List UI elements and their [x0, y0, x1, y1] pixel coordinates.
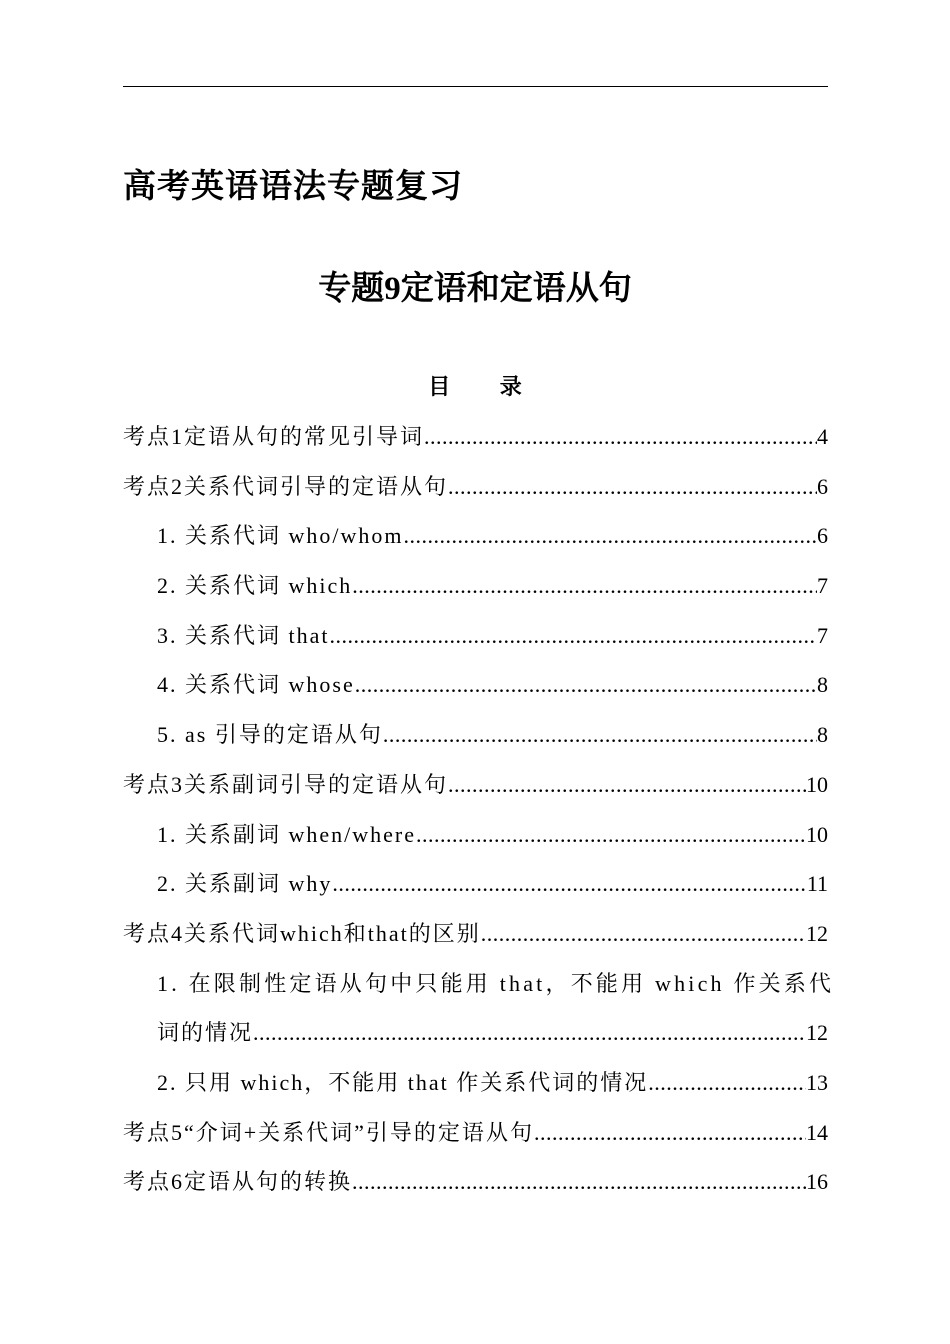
- toc-leader-dots: [424, 412, 817, 462]
- header-rule: [123, 86, 828, 87]
- toc-entry-label-line2: 词的情况: [157, 1020, 254, 1046]
- toc-entry-point-3[interactable]: [123, 760, 828, 810]
- toc-entry-label: 2. 只用 which，不能用 that 作关系代词的情况: [157, 1069, 649, 1095]
- toc-entry-label: 3. 关系代词 that: [157, 622, 330, 648]
- toc-page-number: 12: [806, 920, 828, 946]
- toc-leader-dots: [383, 710, 817, 760]
- toc-entry-label: 考点5“介词+关系代词”引导的定语从句: [123, 1119, 534, 1145]
- toc-entry-label: 1. 关系代词 who/whom: [157, 523, 404, 549]
- toc-page-number: 16: [806, 1169, 828, 1195]
- toc-subentry[interactable]: [123, 561, 828, 611]
- toc-leader-dots: [416, 810, 806, 860]
- toc-entry-label: 2. 关系副词 why: [157, 871, 333, 897]
- toc-subentry-continued[interactable]: [123, 1008, 828, 1058]
- toc-entry-point-1[interactable]: [123, 412, 828, 462]
- toc-subentry[interactable]: [123, 859, 828, 909]
- toc-subentry[interactable]: [123, 660, 828, 710]
- toc-entry-label: 考点6定语从句的转换: [123, 1169, 353, 1195]
- toc-page-number: 13: [806, 1069, 828, 1095]
- toc-entry-label-line1: 1. 在限制性定语从句中只能用 that，不能用 which 作关系代: [157, 970, 835, 996]
- toc-page-number: 10: [806, 821, 828, 847]
- toc-subentry[interactable]: [123, 1058, 828, 1108]
- toc-subentry[interactable]: [123, 810, 828, 860]
- toc-entry-label: 考点1定语从句的常见引导词: [123, 424, 425, 449]
- toc-entry-point-5[interactable]: [123, 1108, 828, 1158]
- toc-page-number: 4: [817, 424, 828, 449]
- toc-subentry[interactable]: [123, 611, 828, 661]
- toc-entry-label: 5. as 引导的定语从句: [157, 722, 383, 748]
- toc-subentry[interactable]: [123, 710, 828, 760]
- toc-page-number: 8: [817, 722, 828, 748]
- toc-leader-dots: [534, 1108, 806, 1158]
- topic-title: 专题9定语和定语从句: [318, 271, 632, 307]
- toc-page-number: 6: [817, 473, 828, 499]
- toc-entry-label: 考点2关系代词引导的定语从句: [123, 473, 449, 499]
- toc-page-number: 7: [817, 573, 828, 599]
- toc-leader-dots: [648, 1058, 806, 1108]
- toc-entry-label: 考点4关系代词which和that的区别: [123, 920, 481, 946]
- toc-heading: 目 录: [428, 374, 544, 399]
- toc-page-number: 8: [817, 672, 828, 698]
- toc-page-number: 6: [817, 523, 828, 549]
- toc-leader-dots: [448, 462, 817, 512]
- toc-subentry[interactable]: [123, 959, 835, 1009]
- toc-leader-dots: [448, 760, 806, 810]
- toc-entry-point-2[interactable]: [123, 462, 828, 512]
- toc-leader-dots: [332, 859, 806, 909]
- toc-page-number: 11: [806, 871, 828, 897]
- toc-leader-dots: [352, 561, 817, 611]
- toc-leader-dots: [481, 909, 806, 959]
- document-title: 高考英语语法专题复习: [123, 169, 463, 205]
- table-of-contents: [123, 412, 835, 1207]
- toc-entry-label: 考点3关系副词引导的定语从句: [123, 771, 449, 797]
- toc-entry-label: 4. 关系代词 whose: [157, 672, 355, 698]
- toc-entry-point-4[interactable]: [123, 909, 828, 959]
- toc-entry-point-6[interactable]: [123, 1157, 828, 1207]
- toc-leader-dots: [352, 1157, 806, 1207]
- toc-page-number: 7: [817, 622, 828, 648]
- toc-leader-dots: [330, 611, 818, 661]
- toc-page-number: 12: [806, 1020, 828, 1046]
- toc-entry-label: 2. 关系代词 which: [157, 573, 353, 599]
- toc-page-number: 14: [806, 1119, 828, 1145]
- toc-entry-label: 1. 关系副词 when/where: [157, 821, 417, 847]
- toc-leader-dots: [253, 1008, 806, 1058]
- toc-leader-dots: [404, 511, 817, 561]
- toc-leader-dots: [355, 660, 817, 710]
- toc-page-number: 10: [806, 771, 828, 797]
- toc-subentry[interactable]: [123, 511, 828, 561]
